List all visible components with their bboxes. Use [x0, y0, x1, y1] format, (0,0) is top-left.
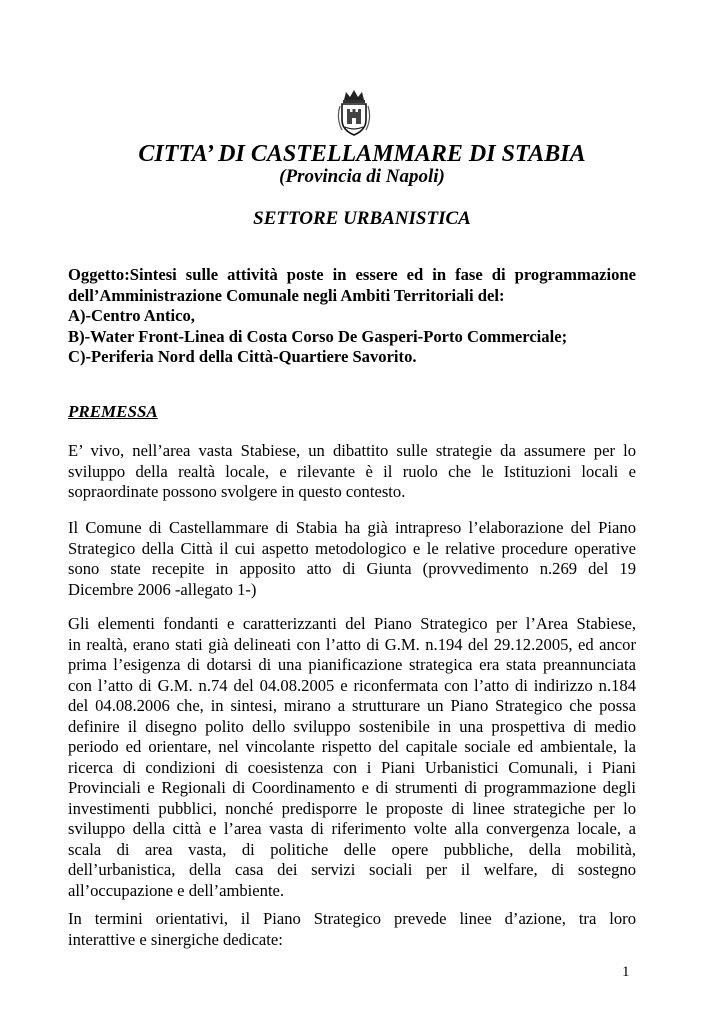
text-line: definire il disegno polito dello sviluppo sostenibile in una prospettiva di medio	[68, 716, 636, 736]
subject-line: Oggetto:Sintesi sulle attività poste in essere ed in fase di programmazione	[68, 265, 636, 284]
sector-title: SETTORE URBANISTICA	[253, 208, 471, 229]
subject-line: dell’Amministrazione Comunale negli Ambiti Territoriali del:	[68, 285, 505, 305]
page-number: 1	[622, 964, 630, 980]
paragraph-4	[68, 909, 636, 950]
text-line: In termini orientativi, il Piano Strategico prevede linee d’azione, tra loro	[68, 909, 636, 928]
text-line: periodo ed orientare, nel vincolante rispetto del capitale sociale ed ambientale, la	[68, 737, 636, 756]
text-line: interattive e sinergiche dedicate:	[68, 929, 283, 949]
city-crest-icon	[334, 88, 374, 138]
paragraph-1	[68, 441, 636, 503]
text-line: sopraordinate possono svolgere in questo contesto.	[68, 482, 406, 501]
subject-line: A)-Centro Antico,	[68, 306, 195, 325]
subject-block	[68, 265, 636, 368]
text-line: dell’urbanistica, della casa dei servizi sociali per il welfare, di sostegno	[68, 860, 636, 879]
text-line: Dicembre 2006 -allegato 1-)	[68, 579, 257, 599]
city-title: CITTA’ DI CASTELLAMMARE DI STABIA	[138, 141, 586, 167]
premessa-heading: PREMESSA	[68, 402, 158, 421]
text-line: all’occupazione e dell’ambiente.	[68, 880, 285, 900]
province-subtitle: (Provincia di Napoli)	[279, 166, 445, 187]
text-line: in realtà, erano stati già delineati con l’atto di G.M. n.194 del 29.12.2005, ed ancor	[68, 634, 636, 654]
text-line: ricerca di condizioni di coesistenza con i Piani Urbanistici Comunali, i Piani	[68, 757, 636, 777]
subject-line: C)-Periferia Nord della Città-Quartiere Savorito.	[68, 347, 417, 366]
text-line: Il Comune di Castellammare di Stabia ha già intrapreso l’elaborazione del Piano	[68, 518, 636, 537]
text-line: Gli elementi fondanti e caratterizzanti del Piano Strategico per l’Area Stabiese,	[68, 614, 636, 633]
text-line: sono state recepite in apposito atto di Giunta (provvedimento n.269 del 19	[68, 559, 636, 578]
text-line: sviluppo della realtà locale, e rilevante è il ruolo che le Istituzioni locali e	[68, 461, 636, 481]
text-line: scala di area vasta, di politiche delle opere pubbliche, della mobilità,	[68, 839, 636, 859]
text-line: Provinciali e Regionali di Coordinamento e di strumenti di programmazione degli	[68, 778, 636, 797]
paragraph-3	[68, 614, 636, 901]
paragraph-2	[68, 518, 636, 600]
text-line: E’ vivo, nell’area vasta Stabiese, un dibattito sulle strategie da assumere per lo	[68, 441, 636, 460]
text-line: del 04.08.2006 che, in sintesi, mirano a strutturare un Piano Strategico che possa	[68, 696, 636, 715]
text-line: con l’atto di G.M. n.74 del 04.08.2005 e riconfermata con l’atto di indirizzo n.184	[68, 675, 636, 695]
text-line: prima l’esigenza di dotarsi di una pianificazione strategica era stata preannunciata	[68, 655, 636, 674]
text-line: sviluppo della città e l’area vasta di riferimento volte alla convergenza locale, a	[68, 819, 636, 838]
text-line: Strategico della Città il cui aspetto metodologico e le relative procedure operative	[68, 538, 636, 558]
text-line: investimenti pubblici, nonché predisporre le proposte di linee strategiche per lo	[68, 798, 636, 818]
subject-line: B)-Water Front-Linea di Costa Corso De Gasperi-Porto Commerciale;	[68, 326, 568, 346]
